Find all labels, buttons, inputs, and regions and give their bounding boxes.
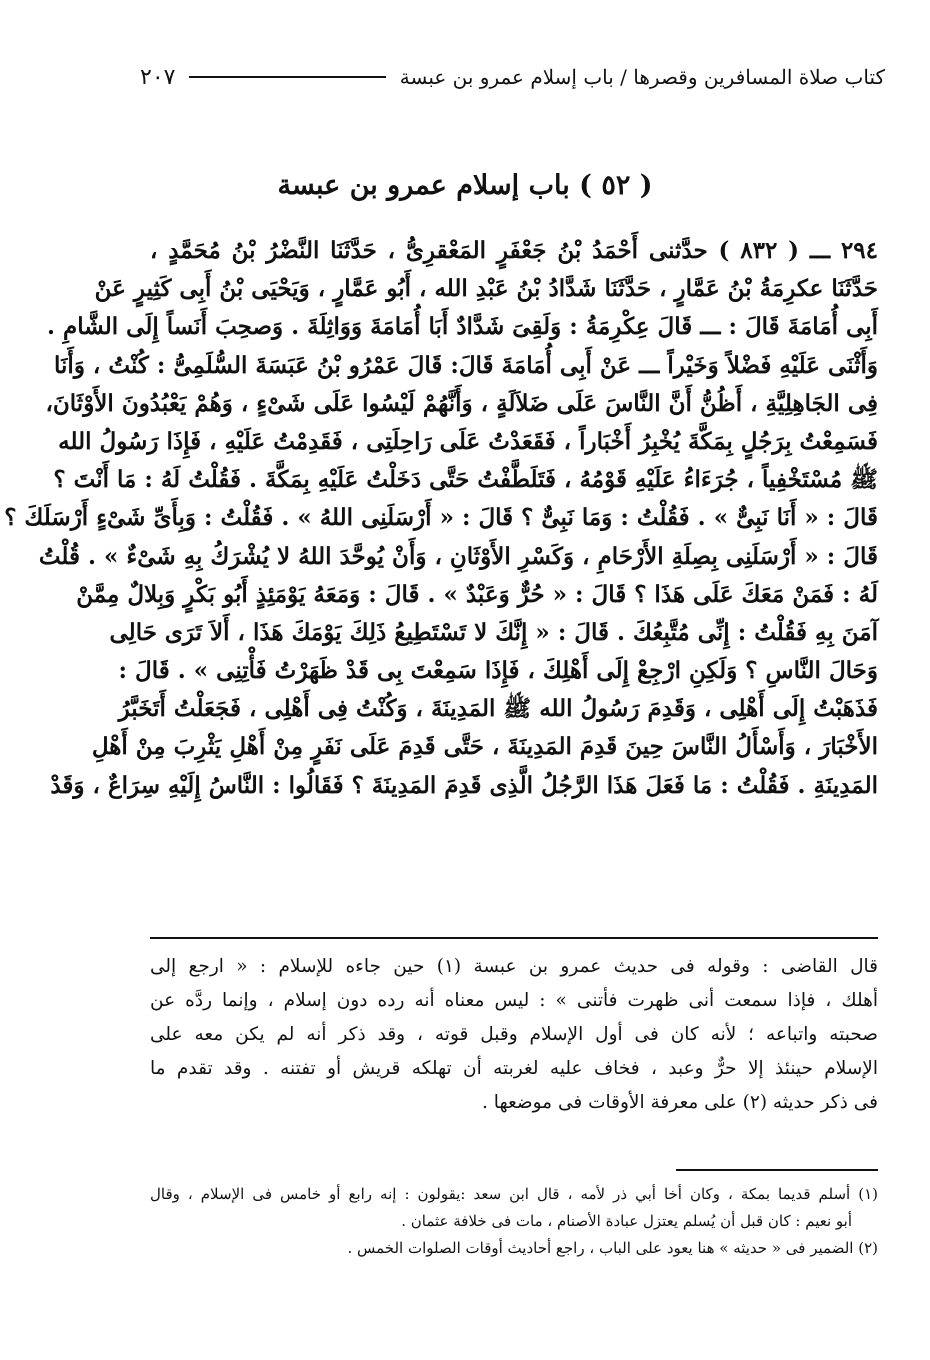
hadith-line: الأَخْبَارَ ، وَأَسْأَلُ النَّاسَ حِينَ قَدِمَ المَدِينَةَ ، حَتَّى قَدِمَ عَلَى نَفَرٍ مِنْ أَهْلِ يَثْرِبَ مِنْ أَهْلِ [91,733,878,761]
hadith-line: وَحَالَ النَّاسِ ؟ وَلَكِنِ ارْجِعْ إِلَى أَهْلِكَ ، فَإِذَا سَمِعْتَ بِى قَدْ ظَهَرْتُ فَأْتِنِى » . قَالَ : [118,657,878,685]
hadith-line: قَالَ : « أَنَا نَبِىٌّ » . فَقُلْتُ : وَمَا نَبِىٌّ ؟ قَالَ : « أَرْسَلَنِى اللهُ » . فَقُلْتُ : وَبِأَىِّ شَىْءٍ أَرْسَلَكَ ؟ [4,504,878,532]
chapter-title: ( ٥٢ ) باب إسلام عمرو بن عبسة [277,170,653,201]
hadith-line: لَهُ : فَمَنْ مَعَكَ عَلَى هَذَا ؟ قَالَ : « حُرٌّ وَعَبْدٌ » . قَالَ : وَمَعَهُ يَوْمَئِذٍ أَبُو بَكْرٍ وَبِلالٌ مِمَّنْ [76,580,878,608]
hadith-line: ﷺ مُسْتَخْفِياً ، جُرَءَاءُ عَلَيْهِ قَوْمُهُ ، فَتَلَطَّفْتُ حَتَّى دَخَلْتُ عَلَيْهِ بِمَكَّةَ . فَقُلْتُ لَهُ : مَا أَنْتَ ؟ [53,466,878,494]
footnote-line: أبو نعيم : كان قبل أن يُسلم يعتزل عبادة الأصنام ، مات فى خلافة عثمان . [401,1212,852,1230]
commentary-line: قال القاضى : وقوله فى حديث عمرو بن عبسة (١) حين جاءه للإسلام : « ارجع إلى [150,956,878,977]
hadith-line: حَدَّثَنَا عكرِمَةُ بْنُ عَمَّارٍ ، حَدَّثَنَا شَدَّادُ بْنُ عَبْدِ الله ، أَبُو عَمَّارٍ ، وَيَحْيَى بْنُ أَبِى كَثِيرٍ عَنْ [94,275,878,303]
commentary-divider [150,937,878,939]
running-head-rule [189,76,385,78]
commentary-line: فى ذكر حديثه (٢) على معرفة الأوقات فى موضعها . [482,1092,878,1113]
commentary-line: الإسلام حينئذ إلا حرٌّ وعبد ، فخاف عليه لغربته أن تهلكه قريش أو تفتنه . وقد تقدم ما [150,1058,878,1079]
hadith-line: وَأَثْنَى عَلَيْهِ فَضْلاً وَخَيْراً ـــ عَنْ أَبِى أُمَامَةَ قَالَ: قَالَ عَمْرُو بْنُ عَبَسَةَ السُّلَمِىُّ : كُنْتُ ، وَأَنَا [54,351,878,379]
hadith-line: آمَنَ بِهِ فَقُلْتُ : إِنِّى مُتَّبِعُكَ . قَالَ : « إِنَّكَ لا تَسْتَطِيعُ ذَلِكَ يَوْمَكَ هَذَا ، أَلاَ تَرَى حَالِى [109,618,878,646]
footnote-line: (١) أسلم قديما بمكة ، وكان أخا أبي ذر لأمه ، قال ابن سعد :يقولون : إنه رابع أو خامس فى الإسلام ، وقال [150,1185,878,1203]
hadith-text [4,232,878,805]
hadith-line: فَذَهَبْتُ إِلَى أَهْلِى ، وَقَدِمَ رَسُولُ الله ﷺ المَدِينَةَ ، وَكُنْتُ فِى أَهْلِى ، فَجَعَلْتُ أَتَخَبَّرُ [118,695,878,723]
hadith-line: المَدِينَةِ . فَقُلْتُ : مَا فَعَلَ هَذَا الرَّجُلُ الَّذِى قَدِمَ المَدِينَةَ ؟ فَقَالُوا : النَّاسُ إِلَيْهِ سِرَاعٌ ، وَقَدْ [50,771,878,799]
footnote-line: (٢) الضمير فى « حديثه » هنا يعود على الباب ، راجع أحاديث أوقات الصلوات الخمس . [347,1239,878,1257]
page-number: ٢٠٧ [140,64,176,90]
footnote-divider [676,1169,878,1171]
hadith-line: قَالَ : « أَرْسَلَنِى بِصِلَةِ الأَرْحَامِ ، وَكَسْرِ الأَوْثَانِ ، وَأَنْ يُوحَّدَ اللهُ لا يُشْرَكُ بِهِ شَىْءٌ » . قُلْتُ [38,542,878,570]
running-head-title: كتاب صلاة المسافرين وقصرها / باب إسلام عمرو بن عبسة [399,65,885,89]
commentary-text [150,950,878,1120]
hadith-line: ٢٩٤ ـــ ( ٨٣٢ ) حدَّثنى أَحْمَدُ بْنُ جَعْفَرٍ المَعْقرِىُّ ، حَدَّثَنَا النَّضْرُ بْنُ مُحَمَّدٍ ، [150,237,878,264]
hadith-line: فِى الجَاهِلِيَّةِ ، أَظُنُّ أَنَّ النَّاسَ عَلَى ضَلاَلَةٍ ، وَأَنَّهُمْ لَيْسُوا عَلَى شَىْءٍ ، وَهُمْ يَعْبُدُونَ الأَوْثَانَ، [45,389,878,417]
commentary-line: صحبته واتباعه ؛ لأنه كان فى أول الإسلام وقبل قوته ، وقد ذكر أنه لم يكن معه على [150,1024,878,1045]
commentary-line: أهلك ، فإذا سمعت أنى ظهرت فأتنى » : ليس معناه أنه رده دون إسلام ، وإنما ردَّه عن [150,990,878,1011]
running-head [140,62,885,92]
footnotes [150,1181,878,1262]
hadith-line: فَسَمِعْتُ بِرَجُلٍ بِمَكَّةَ يُخْبِرُ أَخْبَاراً ، فَقَعَدْتُ عَلَى رَاحِلَتِى ، فَقَدِمْتُ عَلَيْهِ ، فَإِذَا رَسُولُ الله [58,427,878,455]
hadith-line: أَبِى أُمَامَةَ قَالَ : ـــ قَالَ عِكْرِمَةُ : وَلَقِىَ شَدَّادٌ أَبَا أُمَامَةَ وَوَاثِلَةَ . وَصحِبَ أَنَساً إِلَى الشَّامِ . [47,313,878,341]
